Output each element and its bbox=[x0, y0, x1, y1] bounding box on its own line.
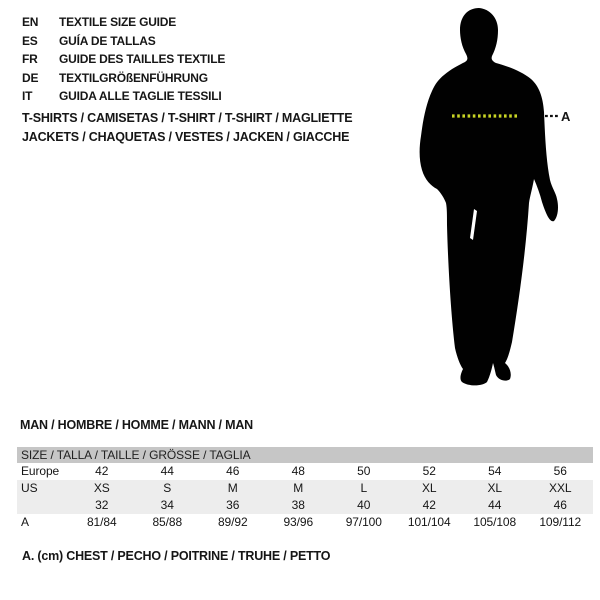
cell: 40 bbox=[357, 498, 371, 512]
cell: 56 bbox=[553, 464, 567, 478]
cell: 52 bbox=[422, 464, 436, 478]
cell: 97/100 bbox=[345, 515, 382, 529]
cell: 109/112 bbox=[539, 515, 582, 529]
cell: 101/104 bbox=[407, 515, 451, 529]
cell: 32 bbox=[95, 498, 109, 512]
cell: 54 bbox=[488, 464, 502, 478]
language-code: EN bbox=[22, 15, 39, 29]
cell: 85/88 bbox=[152, 515, 183, 529]
table-row-us bbox=[17, 480, 593, 497]
language-row-es bbox=[22, 32, 225, 51]
cell: 89/92 bbox=[217, 515, 248, 529]
cell: 36 bbox=[226, 498, 240, 512]
language-code: FR bbox=[22, 52, 38, 67]
language-code: IT bbox=[22, 89, 33, 104]
language-label: GUIDE DES TAILLES TEXTILE bbox=[59, 52, 226, 67]
language-label: TEXTILE SIZE GUIDE bbox=[59, 15, 177, 29]
cell: 93/96 bbox=[283, 515, 314, 529]
language-row-en bbox=[22, 13, 225, 32]
category-line-tshirts: T-SHIRTS / CAMISETAS / T-SHIRT / T-SHIRT / MAGLIETTE bbox=[22, 111, 353, 125]
language-label: GUÍA DE TALLAS bbox=[59, 33, 156, 48]
language-list bbox=[22, 13, 225, 106]
language-row-it bbox=[22, 87, 225, 106]
cell: L bbox=[360, 481, 368, 495]
cell: 44 bbox=[488, 498, 502, 512]
cell: 81/84 bbox=[86, 515, 117, 529]
language-label: TEXTILGRÖßENFÜHRUNG bbox=[59, 70, 208, 85]
measure-a-label: A bbox=[561, 109, 571, 124]
cell: 34 bbox=[160, 498, 174, 512]
table-row-europe bbox=[17, 463, 593, 480]
cell: 46 bbox=[553, 498, 567, 512]
garment-categories bbox=[22, 109, 352, 147]
size-table bbox=[17, 447, 593, 531]
cell: XS bbox=[93, 481, 110, 495]
language-row-de bbox=[22, 69, 225, 88]
man-silhouette-figure bbox=[395, 0, 600, 410]
cell: 50 bbox=[357, 464, 371, 478]
section-title-man: MAN / HOMBRE / HOMME / MANN / MAN bbox=[20, 418, 253, 432]
category-line-jackets: JACKETS / CHAQUETAS / VESTES / JACKEN / GIACCHE bbox=[22, 130, 350, 144]
cell: 44 bbox=[160, 464, 174, 478]
row-label bbox=[17, 497, 69, 514]
cell: XXL bbox=[549, 481, 572, 495]
man-silhouette-image bbox=[395, 0, 600, 410]
cell: XL bbox=[487, 481, 502, 495]
row-label: Europe bbox=[21, 464, 60, 478]
cell: 42 bbox=[95, 464, 109, 478]
cell: 48 bbox=[291, 464, 305, 478]
language-code: ES bbox=[22, 33, 38, 48]
language-label: GUIDA ALLE TAGLIE TESSILI bbox=[59, 89, 222, 104]
language-code: DE bbox=[22, 70, 39, 85]
cell: 46 bbox=[226, 464, 240, 478]
cell: M bbox=[293, 481, 304, 495]
table-row-numeric bbox=[17, 497, 593, 514]
cell: M bbox=[227, 481, 238, 495]
cell: 38 bbox=[291, 498, 305, 512]
cell: 105/108 bbox=[473, 515, 517, 529]
language-row-fr bbox=[22, 50, 225, 69]
size-table-header: SIZE / TALLA / TAILLE / GRÖSSE / TAGLIA bbox=[17, 447, 593, 463]
row-label: A bbox=[21, 515, 29, 529]
table-row-chest-a bbox=[17, 514, 593, 531]
row-label: US bbox=[21, 481, 38, 495]
cell: XL bbox=[422, 481, 437, 495]
cell: S bbox=[163, 481, 172, 495]
measurement-footnote: A. (cm) CHEST / PECHO / POITRINE / TRUHE / PETTO bbox=[22, 549, 331, 563]
cell: 42 bbox=[422, 498, 436, 512]
